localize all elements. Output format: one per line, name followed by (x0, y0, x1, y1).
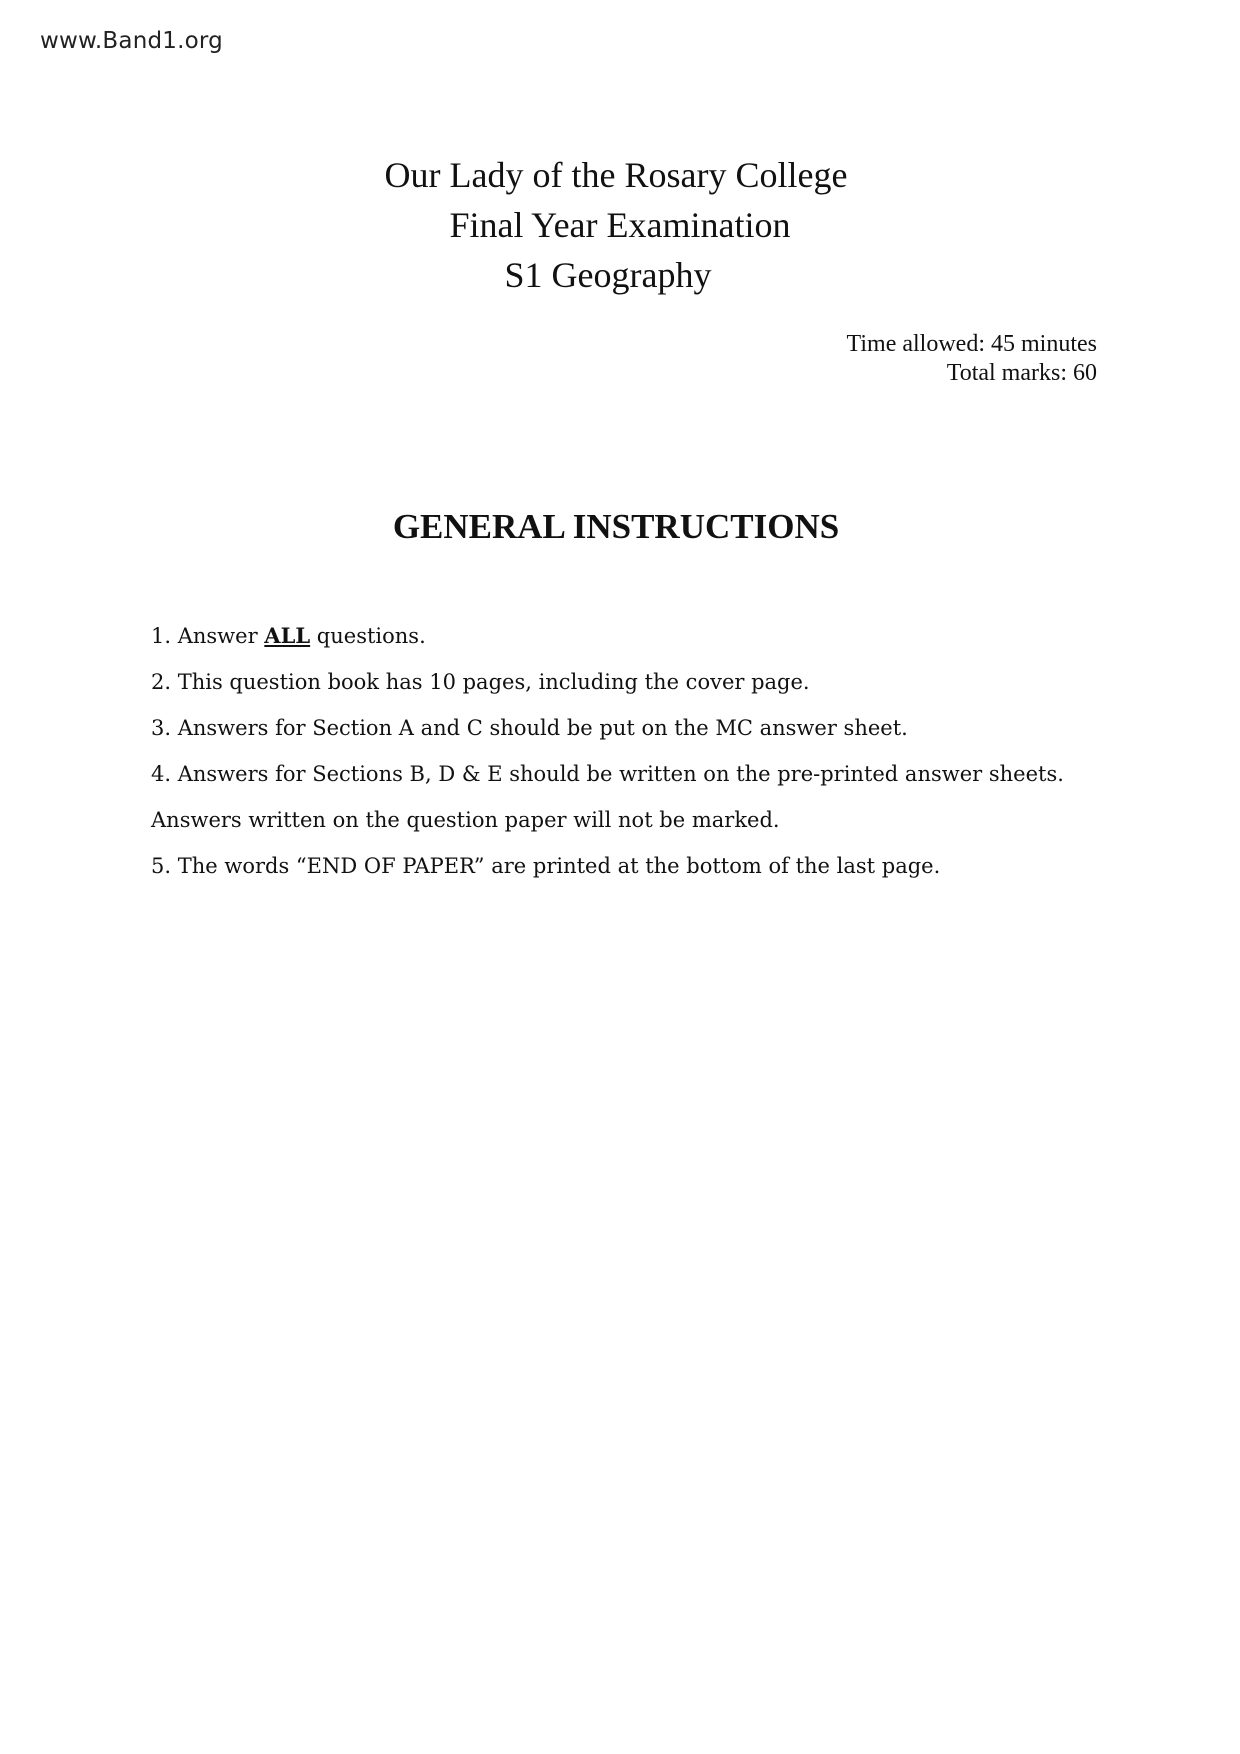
exam-name: Final Year Examination (449, 205, 791, 245)
instructions-heading: GENERAL INSTRUCTIONS (392, 507, 840, 546)
instruction-item-4: 4. Answers for Sections B, D & E should be written on the pre-printed answer sheets. (151, 762, 1064, 786)
instruction-item-5: 5. The words “END OF PAPER” are printed at the bottom of the last page. (151, 854, 941, 878)
watermark-url: www.Band1.org (40, 28, 223, 54)
exam-meta (847, 330, 1097, 388)
instruction-item-3: 3. Answers for Section A and C should be put on the MC answer sheet. (151, 716, 908, 740)
instruction-1-emphasis: ALL (264, 623, 311, 648)
instruction-item-2: 2. This question book has 10 pages, including the cover page. (151, 670, 810, 694)
instruction-item-1 (151, 620, 1131, 666)
exam-title-block (0, 150, 1240, 300)
instructions-list (151, 620, 1131, 896)
time-allowed: Time allowed: 45 minutes (846, 331, 1097, 357)
total-marks: Total marks: 60 (946, 360, 1097, 386)
instruction-1-before: 1. Answer (151, 624, 265, 648)
school-name: Our Lady of the Rosary College (384, 155, 848, 195)
subject-name: S1 Geography (504, 255, 712, 295)
instruction-item-4-continued: Answers written on the question paper will not be marked. (151, 808, 780, 832)
instruction-1-after: questions. (310, 624, 426, 648)
